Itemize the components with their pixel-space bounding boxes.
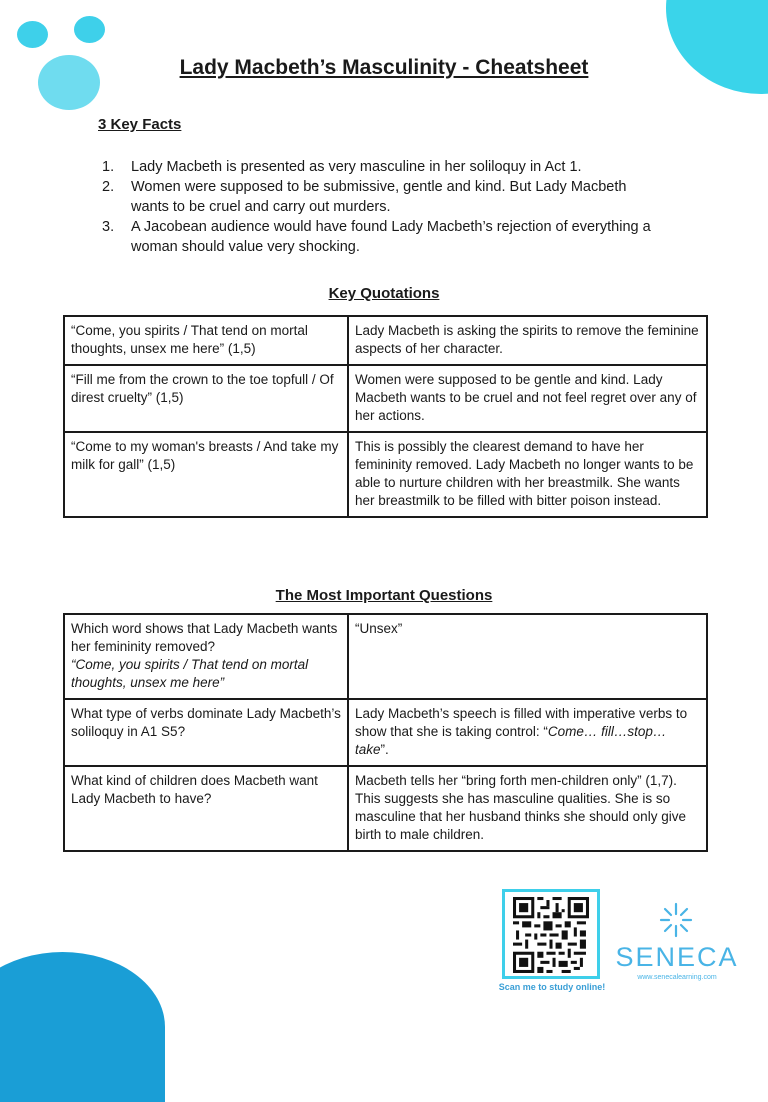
qr-code[interactable] bbox=[502, 889, 600, 979]
list-number: 3. bbox=[102, 219, 115, 235]
list-item-text: Lady Macbeth is presented as very masculine in her soliloquy in Act 1. bbox=[131, 159, 582, 175]
list-item-text: A Jacobean audience would have found Lady Macbeth’s rejection of everything a woman should value very shocking. bbox=[131, 219, 651, 255]
decorative-dot bbox=[17, 21, 48, 48]
list-item-text: Women were supposed to be submissive, gentle and kind. But Lady Macbeth wants to be cruel and carry out murders. bbox=[131, 179, 627, 215]
quote-cell: “Come, you spirits / That tend on mortal thoughts, unsex me here” (1,5) bbox=[64, 316, 348, 365]
brand-url[interactable]: www.senecalearning.com bbox=[637, 974, 717, 981]
answer-text-end: ”. bbox=[380, 742, 389, 757]
answer-quote: Come… fill…stop…take bbox=[355, 724, 667, 757]
question-text: Which word shows that Lady Macbeth wants her femininity removed? bbox=[71, 621, 338, 654]
question-quote: “Come, you spirits / That tend on mortal thoughts, unsex me here” bbox=[71, 657, 309, 690]
answer-cell: “Unsex” bbox=[348, 614, 707, 699]
decorative-dot bbox=[74, 16, 105, 43]
questions-table bbox=[63, 613, 708, 852]
answer-cell: Macbeth tells her “bring forth men-children only” (1,7). This suggests she has masculine qualities. She is so masculine that her husband thinks she should only give birth to male children. bbox=[348, 766, 707, 851]
quote-cell: “Fill me from the crown to the toe topfull / Of direst cruelty” (1,5) bbox=[64, 365, 348, 432]
key-quotations-heading: Key Quotations bbox=[328, 285, 440, 302]
table-row bbox=[64, 432, 707, 517]
table-row bbox=[64, 614, 707, 699]
quote-cell: “Come to my woman's breasts / And take my milk for gall” (1,5) bbox=[64, 432, 348, 517]
answer-text: Lady Macbeth’s speech is filled with imperative verbs to show that she is taking control: “ bbox=[355, 706, 688, 739]
key-quotations-table bbox=[63, 315, 708, 518]
list-item bbox=[96, 177, 656, 217]
brand-name: SENECA bbox=[615, 942, 739, 972]
analysis-cell: Women were supposed to be gentle and kind. Lady Macbeth wants to be cruel and not feel regret over any of her actions. bbox=[348, 365, 707, 432]
qr-caption: Scan me to study online! bbox=[498, 982, 606, 992]
analysis-cell: Lady Macbeth is asking the spirits to remove the feminine aspects of her character. bbox=[348, 316, 707, 365]
list-number: 2. bbox=[102, 179, 115, 195]
answer-cell bbox=[348, 699, 707, 766]
table-row bbox=[64, 365, 707, 432]
page-title: Lady Macbeth’s Masculinity - Cheatsheet bbox=[179, 56, 589, 79]
list-item bbox=[96, 157, 656, 177]
qr-code-icon bbox=[513, 897, 589, 973]
questions-heading: The Most Important Questions bbox=[275, 587, 493, 604]
key-facts-heading: 3 Key Facts bbox=[98, 116, 182, 133]
question-cell bbox=[64, 614, 348, 699]
question-cell: What type of verbs dominate Lady Macbeth’s soliloquy in A1 S5? bbox=[64, 699, 348, 766]
table-row bbox=[64, 316, 707, 365]
seneca-logo-icon bbox=[653, 900, 699, 940]
list-item bbox=[96, 217, 656, 257]
decorative-blob-bottom-left bbox=[0, 952, 165, 1102]
table-row bbox=[64, 699, 707, 766]
question-cell: What kind of children does Macbeth want Lady Macbeth to have? bbox=[64, 766, 348, 851]
analysis-cell: This is possibly the clearest demand to have her femininity removed. Lady Macbeth no longer wants to be able to nurture children with her breastmilk. She wants her breastmilk to be filled with bitter poison instead. bbox=[348, 432, 707, 517]
key-facts-list bbox=[96, 157, 656, 257]
table-row bbox=[64, 766, 707, 851]
list-number: 1. bbox=[102, 159, 115, 175]
